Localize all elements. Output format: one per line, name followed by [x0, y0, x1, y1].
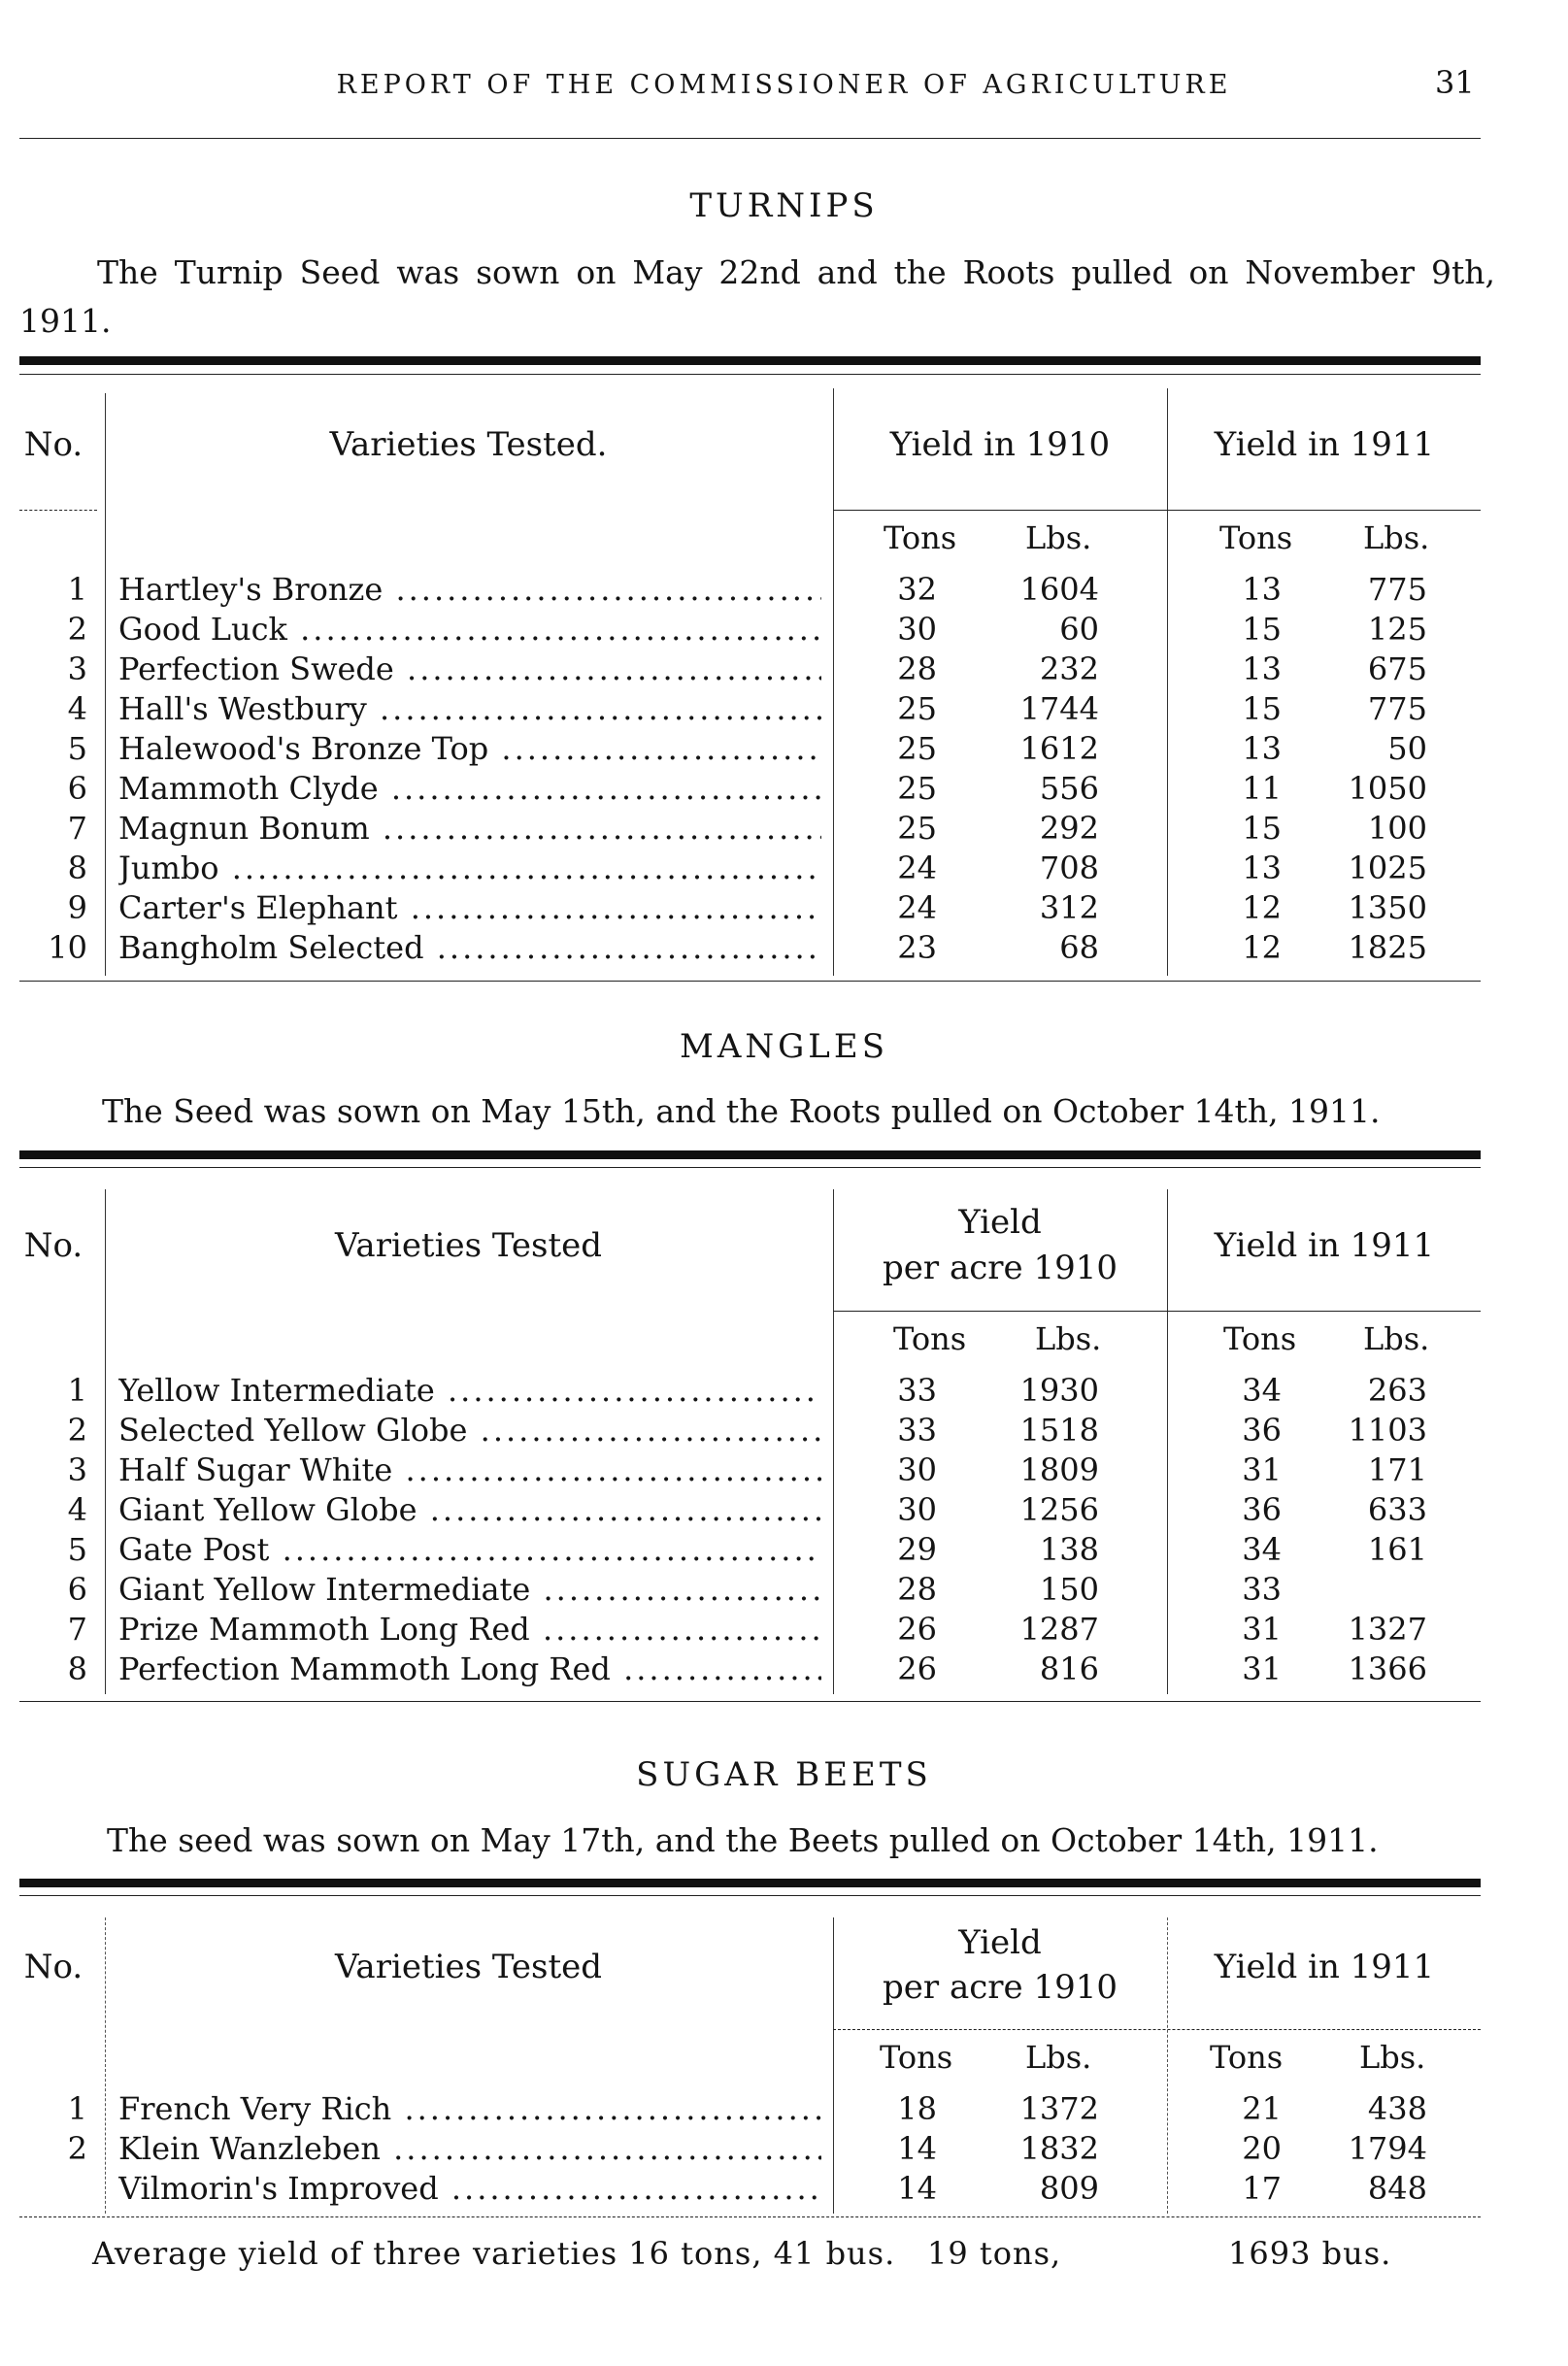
row-number: 3 [67, 1451, 87, 1488]
average-note-left: Average yield of three varieties 16 tons, 41 bus. [92, 2235, 896, 2272]
mangles-top-rule [19, 1150, 1481, 1159]
tons-1910: 25 [897, 770, 937, 807]
lbs-1910: 292 [1039, 810, 1099, 847]
turnips-top-rule-2 [19, 374, 1481, 375]
tons-1910: 24 [897, 850, 937, 886]
lbs-1911: 775 [1367, 571, 1427, 608]
lbs-1911: 775 [1367, 690, 1427, 727]
tons-1910: 24 [897, 889, 937, 926]
table-row [0, 1451, 1568, 1490]
turnips-intro: The Turnip Seed was sown on May 22nd and the Roots pulled on November 9th, 1911. [19, 253, 1495, 340]
lbs-1910: 1744 [1019, 690, 1099, 727]
table-row [0, 1372, 1568, 1411]
turnips-lbs-1910: Lbs. [1025, 519, 1092, 556]
mangles-col-no: No. [23, 1226, 83, 1265]
sugar-beets-title: SUGAR BEETS [636, 1755, 932, 1794]
tons-1910: 32 [897, 571, 937, 608]
variety-name: Magnun Bonum ..... [118, 810, 821, 847]
mangles-col-varieties: Varieties Tested [334, 1226, 603, 1265]
lbs-1911: 1327 [1348, 1611, 1427, 1648]
sugar-beets-average-note [92, 2235, 1471, 2274]
sugar-beets-tons-1910: Tons [880, 2039, 953, 2076]
tons-1911: 36 [1242, 1491, 1282, 1528]
lbs-1911: 675 [1367, 650, 1427, 687]
mangles-lbs-1911: Lbs. [1363, 1320, 1430, 1357]
tons-1911: 21 [1242, 2090, 1282, 2127]
row-number: 9 [67, 889, 87, 926]
lbs-1911: 1050 [1348, 770, 1427, 807]
lbs-1910: 816 [1039, 1650, 1099, 1687]
sugar-beets-tons-1911: Tons [1210, 2039, 1284, 2076]
variety-name: Giant Yellow Globe ..... [118, 1491, 821, 1528]
variety-name: Bangholm Selected ..... [118, 929, 821, 966]
variety-name: Perfection Mammoth Long Red ..... [118, 1650, 821, 1687]
variety-name: Good Luck ..... [118, 611, 821, 648]
tons-1911: 31 [1242, 1650, 1282, 1687]
table-row [0, 1571, 1568, 1610]
lbs-1910: 1287 [1019, 1611, 1099, 1648]
table-row [0, 810, 1568, 849]
lbs-1910: 556 [1039, 770, 1099, 807]
table-row [0, 571, 1568, 610]
turnips-col-no: No. [23, 425, 83, 464]
turnips-col-varieties: Varieties Tested. [329, 425, 608, 464]
tons-1911: 12 [1242, 889, 1282, 926]
table-row [0, 770, 1568, 809]
tons-1910: 26 [897, 1611, 937, 1648]
turnips-top-rule [19, 356, 1481, 365]
tons-1910: 30 [897, 1491, 937, 1528]
lbs-1910: 1832 [1019, 2130, 1099, 2167]
tons-1911: 31 [1242, 1451, 1282, 1488]
mangles-tons-1911: Tons [1223, 1320, 1297, 1357]
tons-1911: 31 [1242, 1611, 1282, 1648]
lbs-1911: 633 [1367, 1491, 1427, 1528]
sugar-beets-top-rule-2 [19, 1895, 1481, 1896]
sugar-beets-intro: The seed was sown on May 17th, and the Beets pulled on October 14th, 1911. [107, 1821, 1379, 1859]
header-rule [19, 138, 1481, 139]
average-note-mid: 19 tons, [927, 2235, 1062, 2272]
table-row [0, 889, 1568, 928]
lbs-1910: 1809 [1019, 1451, 1099, 1488]
table-row [0, 1611, 1568, 1650]
mangles-title: MANGLES [680, 1027, 888, 1066]
tons-1910: 28 [897, 650, 937, 687]
table-row [0, 1412, 1568, 1450]
tons-1910: 25 [897, 690, 937, 727]
variety-name: Hartley's Bronze ..... [118, 571, 821, 608]
lbs-1910: 708 [1039, 850, 1099, 886]
tons-1910: 14 [897, 2170, 937, 2207]
lbs-1911: 161 [1367, 1531, 1427, 1568]
lbs-1910: 232 [1039, 650, 1099, 687]
table-row [0, 2090, 1568, 2129]
tons-1911: 13 [1242, 850, 1282, 886]
sugar-beets-col-1911: Yield in 1911 [1214, 1948, 1435, 1986]
variety-name: French Very Rich ..... [118, 2090, 821, 2127]
table-row [0, 730, 1568, 769]
lbs-1910: 138 [1039, 1531, 1099, 1568]
table-row [0, 690, 1568, 729]
table-row [0, 650, 1568, 689]
lbs-1910: 1930 [1019, 1372, 1099, 1409]
turnips-col-1911: Yield in 1911 [1214, 425, 1435, 464]
tons-1910: 25 [897, 810, 937, 847]
variety-name: Yellow Intermediate ..... [118, 1372, 821, 1409]
tons-1911: 15 [1242, 690, 1282, 727]
table-row [0, 2130, 1568, 2169]
row-number: 5 [67, 1531, 87, 1568]
lbs-1911: 171 [1367, 1451, 1427, 1488]
variety-name: Klein Wanzleben ..... [118, 2130, 821, 2167]
tons-1911: 36 [1242, 1412, 1282, 1449]
tons-1910: 30 [897, 1451, 937, 1488]
row-number: 7 [67, 1611, 87, 1648]
tons-1911: 15 [1242, 810, 1282, 847]
row-number: 5 [67, 730, 87, 767]
turnips-col-1910: Yield in 1910 [889, 425, 1111, 464]
turnips-header-rule-a [19, 510, 97, 511]
tons-1911: 34 [1242, 1372, 1282, 1409]
sugar-beets-col-1910-line1: Yield [958, 1923, 1042, 1962]
lbs-1911: 1103 [1348, 1412, 1427, 1449]
lbs-1911: 50 [1387, 730, 1427, 767]
lbs-1911: 100 [1367, 810, 1427, 847]
variety-name: Gate Post ..... [118, 1531, 821, 1568]
row-number: 4 [67, 690, 87, 727]
table-row [0, 1491, 1568, 1530]
variety-name: Halewood's Bronze Top ..... [118, 730, 821, 767]
tons-1911: 13 [1242, 571, 1282, 608]
variety-name: Giant Yellow Intermediate ..... [118, 1571, 821, 1608]
variety-name: Prize Mammoth Long Red ..... [118, 1611, 821, 1648]
table-row [0, 2170, 1568, 2209]
turnips-header-rule-b [833, 510, 1481, 511]
lbs-1911: 1025 [1348, 850, 1427, 886]
table-row [0, 1531, 1568, 1570]
variety-name: Vilmorin's Improved ..... [118, 2170, 821, 2207]
lbs-1911: 125 [1367, 611, 1427, 648]
sugar-beets-header-rule [833, 2029, 1481, 2030]
turnips-tons-1911: Tons [1219, 519, 1293, 556]
mangles-tons-1910: Tons [893, 1320, 967, 1357]
mangles-lbs-1910: Lbs. [1035, 1320, 1102, 1357]
table-row [0, 850, 1568, 888]
tons-1910: 30 [897, 611, 937, 648]
lbs-1911: 1794 [1348, 2130, 1427, 2167]
row-number: 8 [67, 1650, 87, 1687]
turnips-bottom-rule [19, 981, 1481, 982]
tons-1910: 29 [897, 1531, 937, 1568]
row-number: 3 [67, 650, 87, 687]
table-row [0, 1650, 1568, 1689]
row-number: 6 [67, 1571, 87, 1608]
page-number: 31 [1435, 64, 1475, 101]
lbs-1910: 1604 [1019, 571, 1099, 608]
tons-1911: 20 [1242, 2130, 1282, 2167]
lbs-1911: 1366 [1348, 1650, 1427, 1687]
variety-name: Half Sugar White ..... [118, 1451, 821, 1488]
tons-1911: 12 [1242, 929, 1282, 966]
variety-name: Jumbo ..... [118, 850, 821, 886]
table-row [0, 611, 1568, 650]
sugar-beets-lbs-1911: Lbs. [1359, 2039, 1426, 2076]
tons-1911: 11 [1242, 770, 1282, 807]
lbs-1910: 809 [1039, 2170, 1099, 2207]
variety-name: Hall's Westbury ..... [118, 690, 821, 727]
lbs-1910: 1256 [1019, 1491, 1099, 1528]
turnips-title: TURNIPS [689, 186, 879, 225]
turnips-lbs-1911: Lbs. [1363, 519, 1430, 556]
row-number: 2 [67, 611, 87, 648]
sugar-beets-top-rule [19, 1879, 1481, 1887]
lbs-1910: 1612 [1019, 730, 1099, 767]
turnips-tons-1910: Tons [884, 519, 957, 556]
row-number: 1 [67, 2090, 87, 2127]
lbs-1910: 312 [1039, 889, 1099, 926]
tons-1911: 13 [1242, 650, 1282, 687]
lbs-1911: 438 [1367, 2090, 1427, 2127]
tons-1910: 25 [897, 730, 937, 767]
variety-name: Selected Yellow Globe ..... [118, 1412, 821, 1449]
sugar-beets-col-no: No. [23, 1948, 83, 1986]
sugar-beets-col-varieties: Varieties Tested [334, 1948, 603, 1986]
row-number: 2 [67, 1412, 87, 1449]
tons-1910: 33 [897, 1412, 937, 1449]
tons-1910: 28 [897, 1571, 937, 1608]
table-row [0, 929, 1568, 968]
row-number: 7 [67, 810, 87, 847]
tons-1911: 15 [1242, 611, 1282, 648]
tons-1910: 26 [897, 1650, 937, 1687]
sugar-beets-bottom-rule [19, 2216, 1481, 2217]
mangles-bottom-rule [19, 1701, 1481, 1702]
mangles-header-rule [833, 1311, 1481, 1312]
mangles-col-1910-line2: per acre 1910 [883, 1249, 1118, 1287]
row-number: 6 [67, 770, 87, 807]
row-number: 2 [67, 2130, 87, 2167]
lbs-1911: 1825 [1348, 929, 1427, 966]
row-number: 1 [67, 1372, 87, 1409]
tons-1910: 23 [897, 929, 937, 966]
mangles-intro: The Seed was sown on May 15th, and the Roots pulled on October 14th, 1911. [102, 1092, 1381, 1130]
tons-1910: 33 [897, 1372, 937, 1409]
lbs-1910: 150 [1039, 1571, 1099, 1608]
row-number: 10 [48, 929, 87, 966]
tons-1911: 34 [1242, 1531, 1282, 1568]
lbs-1911: 1350 [1348, 889, 1427, 926]
mangles-col-1910-line1: Yield [958, 1203, 1042, 1242]
variety-name: Perfection Swede ..... [118, 650, 821, 687]
lbs-1910: 1372 [1019, 2090, 1099, 2127]
variety-name: Mammoth Clyde ..... [118, 770, 821, 807]
row-number: 8 [67, 850, 87, 886]
row-number: 4 [67, 1491, 87, 1528]
sugar-beets-lbs-1910: Lbs. [1025, 2039, 1092, 2076]
tons-1910: 14 [897, 2130, 937, 2167]
lbs-1910: 1518 [1019, 1412, 1099, 1449]
running-head: REPORT OF THE COMMISSIONER OF AGRICULTURE [336, 70, 1232, 100]
lbs-1910: 68 [1059, 929, 1099, 966]
mangles-top-rule-2 [19, 1167, 1481, 1168]
tons-1911: 17 [1242, 2170, 1282, 2207]
sugar-beets-col-1910-line2: per acre 1910 [883, 1968, 1118, 2007]
tons-1911: 33 [1242, 1571, 1282, 1608]
tons-1910: 18 [897, 2090, 937, 2127]
mangles-col-1911: Yield in 1911 [1214, 1226, 1435, 1265]
average-note-right: 1693 bus. [1228, 2235, 1392, 2272]
lbs-1911: 263 [1367, 1372, 1427, 1409]
tons-1911: 13 [1242, 730, 1282, 767]
lbs-1911: 848 [1367, 2170, 1427, 2207]
lbs-1910: 60 [1059, 611, 1099, 648]
variety-name: Carter's Elephant ..... [118, 889, 821, 926]
row-number: 1 [67, 571, 87, 608]
